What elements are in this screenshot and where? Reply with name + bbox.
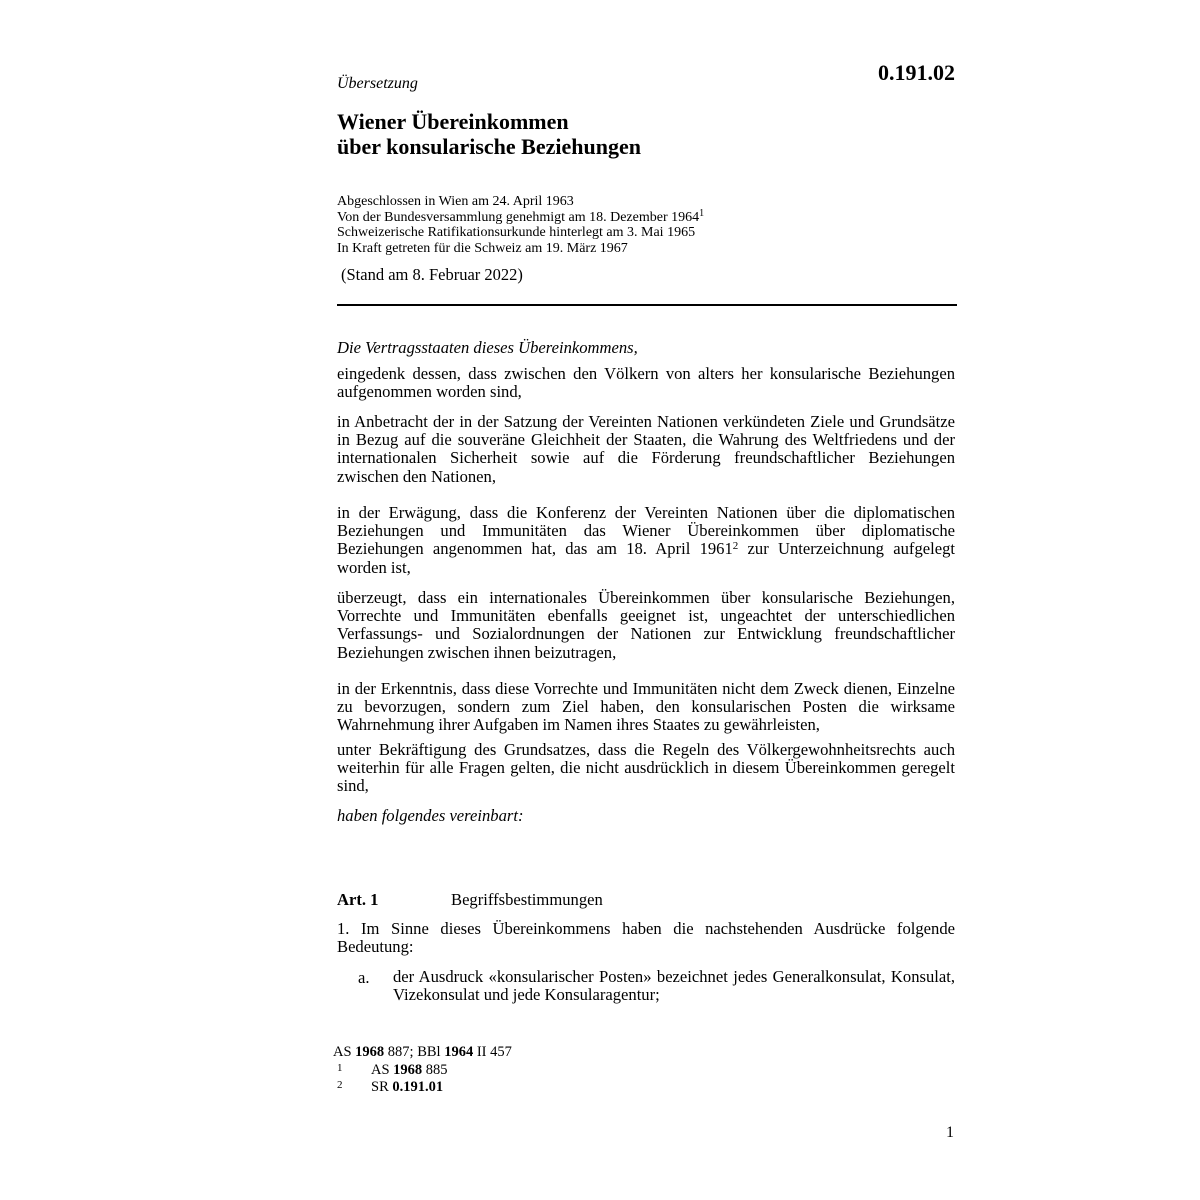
source-reference [333,1044,512,1061]
ratification-date: Schweizerische Ratifikationsurkunde hinterlegt am 3. Mai 1965 [337,225,696,240]
footnote-2-text [371,1079,443,1096]
source-bbl-page: II 457 [473,1044,512,1060]
page-number: 1 [946,1124,954,1141]
status-date: (Stand am 8. Februar 2022) [341,265,523,284]
header-divider [337,304,957,306]
approved-date [337,207,705,226]
preamble-paragraph-4: überzeugt, dass ein internationales Übereinkommen über konsularische Beziehungen, Vorrechte und Immunitäten ebenfalls geeignet ist, ungeachtet der unterschiedlichen Verfassungs- und Sozialordnungen der Nationen zur Entwicklung freundschaftlicher Beziehungen zwischen ihnen beizutragen, [337,588,955,662]
article-title: Begriffsbestimmungen [451,890,603,909]
source-bbl-year: 1964 [444,1044,474,1060]
preamble-paragraph-6: unter Bekräftigung des Grundsatzes, dass die Regeln des Völkergewohnheitsrechts auch weiterhin für alle Fragen gelten, die nicht ausdrücklich in diesem Übereinkommen geregelt sind, [337,740,955,796]
preamble-intro: Die Vertragsstaaten dieses Übereinkommens, [337,338,638,357]
footnote-ref-1[interactable]: 1 [699,207,705,219]
footnote-1-text [371,1062,448,1079]
source-as-year: 1968 [355,1044,385,1060]
document-title [337,109,641,159]
source-as-label: AS [333,1044,356,1060]
list-item-letter-a: a. [358,968,370,987]
article-1-paragraph-1: 1. Im Sinne dieses Übereinkommens haben die nachstehenden Ausdrücke folgende Bedeutung: [337,919,955,957]
concluded-date: Abgeschlossen in Wien am 24. April 1963 [337,194,574,209]
list-item-text-a: der Ausdruck «konsularischer Posten» bezeichnet jedes Generalkonsulat, Konsulat, Vizekonsulat und jede Konsularagentur; [393,967,955,1005]
preamble-closing: haben folgendes vereinbart: [337,806,524,825]
source-as-page: 887; BBl [384,1044,445,1060]
preamble-paragraph-1: eingedenk dessen, dass zwischen den Völkern von alters her konsularische Beziehungen aufgenommen worden sind, [337,364,955,402]
preamble-paragraph-5: in der Erkenntnis, dass diese Vorrechte und Immunitäten nicht dem Zweck dienen, Einzelne zu bevorzugen, sondern zum Ziel haben, den konsularischen Posten die wirksame Wahrnehmung ihrer Aufgaben im Namen ihres Staates zu gewährleisten, [337,679,955,735]
title-line-2: über konsularische Beziehungen [337,134,641,159]
preamble-paragraph-2: in Anbetracht der in der Satzung der Vereinten Nationen verkündeten Ziele und Grundsätze in Bezug auf die souveräne Gleichheit der Staaten, die Wahrung des Weltfriedens und der internationalen Sicherheit sowie auf die Förderung freundschaftlicher Beziehungen zwischen den Nationen, [337,412,955,486]
in-force-date: In Kraft getreten für die Schweiz am 19. März 1967 [337,240,628,256]
title-line-1: Wiener Übereinkommen [337,109,569,134]
footnote-1-prefix: AS [371,1062,394,1078]
footnote-2-ref: 0.191.01 [392,1079,444,1095]
footnote-1-number: 1 [337,1062,343,1074]
approved-text: Von der Bundesversammlung genehmigt am 18. Dezember 1964 [337,209,700,225]
footnote-1-page: 885 [422,1062,448,1078]
article-number: Art. 1 [337,890,379,909]
footnote-ref-2[interactable]: 2 [732,540,739,553]
preamble-paragraph-3-text: in der Erwägung, dass die Konferenz der Vereinten Nationen über die diplomatischen Beziehungen und Immunitäten das Wiener Übereinkommen über diplomatische Beziehungen angenommen hat, das am 18. April 1961 [337,503,955,559]
sr-number: 0.191.02 [878,60,955,85]
footnote-1-year: 1968 [393,1062,423,1078]
footnote-2-number: 2 [337,1079,343,1091]
preamble-paragraph-3 [337,504,955,577]
translation-label: Übersetzung [337,75,418,92]
preamble-paragraph-3-end: zur Unterzeichnung aufgelegt worden ist, [337,539,955,577]
treaty-metadata [337,194,704,256]
footnote-2-prefix: SR [371,1079,393,1095]
